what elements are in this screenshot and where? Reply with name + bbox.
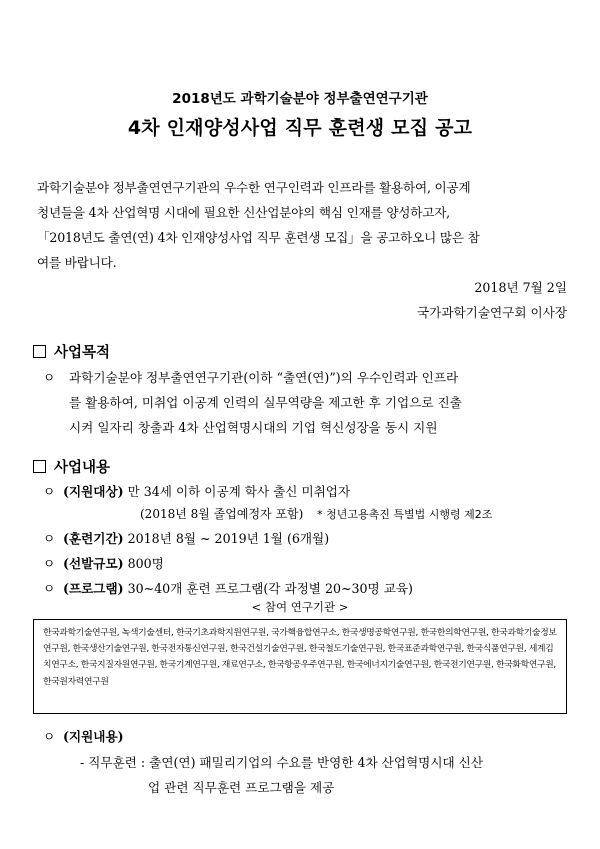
item-text: 2018년 8월 ~ 2019년 1월 (6개월) xyxy=(123,531,330,546)
bullet-icon: ㅇ xyxy=(43,729,56,744)
bullet-icon: ㅇ xyxy=(43,556,56,571)
intro-line-4: 여를 바랍니다. xyxy=(37,255,117,270)
section-content-title: 사업내용 xyxy=(54,460,111,476)
content-item-program xyxy=(43,578,413,597)
item-text: 800명 xyxy=(123,556,164,571)
bullet-icon: ㅇ xyxy=(43,531,56,546)
support-line-1: - 직무훈련 : 출연(연) 패밀리기업의 수요를 반영한 4차 산업혁명시대 신산 xyxy=(80,755,484,770)
purpose-bullet-icon: ㅇ xyxy=(43,370,56,385)
section-purpose-title: 사업목적 xyxy=(54,345,111,361)
support-line-2: 업 관련 직무훈련 프로그램을 제공 xyxy=(148,780,335,795)
institutions-box: 한국과학기술연구원, 녹색기술센터, 한국기초과학지원연구원, 국가핵융합연구소, 한국생명공학연구원, 한국한의학연구원, 한국과학기술정보연구원, 한국생산기술연구원, 한국전자통신연구원, 한국건설기술연구원, 한국철도기술연구원, 한국표준과학연구원, 한국식품연구원, 세계김치연구소, 한국지질자원연구원, 한국기계연구원, 재료연구소, 한국항공우주연구원, 한국에너지기술연구원, 한국전기연구원, 한국화학연구원, 한국원자력연구원 xyxy=(33,619,567,714)
page-title: 4차 인재양성사업 직무 훈련생 모집 공고 xyxy=(127,117,473,139)
header-subtitle: 2018년도 과학기술분야 정부출연연구기관 xyxy=(172,91,428,107)
checkbox-square-icon xyxy=(33,460,46,473)
item-label: (훈련기간) xyxy=(63,531,124,546)
item-label: (선발규모) xyxy=(63,556,124,571)
purpose-line-1: 과학기술분야 정부출연연구기관(이하 “출연(연)”)의 우수인력과 인프라 xyxy=(69,370,459,385)
content-item-period xyxy=(43,528,329,547)
bullet-icon: ㅇ xyxy=(43,484,56,499)
support-heading xyxy=(43,726,124,745)
content-item-target xyxy=(43,481,350,500)
target-note-text: (2018년 8월 졸업예정자 포함) xyxy=(140,507,304,521)
bullet-icon: ㅇ xyxy=(43,581,56,596)
target-note xyxy=(140,505,492,522)
announcement-date: 2018년 7월 2일 xyxy=(474,280,567,295)
intro-line-2: 청년들을 4차 산업혁명 시대에 필요한 신산업분야의 핵심 인재를 양성하고자, xyxy=(37,205,450,220)
content-item-scale xyxy=(43,553,164,572)
institutions-title: < 참여 연구기관 > xyxy=(251,600,349,614)
section-content-heading xyxy=(33,456,110,477)
intro-line-1: 과학기술분야 정부출연연구기관의 우수한 연구인력과 인프라를 활용하여, 이공계 xyxy=(37,180,471,195)
item-text: 만 34세 이하 이공계 학사 출신 미취업자 xyxy=(123,484,351,499)
support-label: (지원내용) xyxy=(63,729,124,744)
checkbox-square-icon xyxy=(33,345,46,358)
item-label: (지원대상) xyxy=(63,484,124,499)
purpose-line-3: 시켜 일자리 창출과 4차 산업혁명시대의 기업 혁신성장을 동시 지원 xyxy=(69,420,438,435)
target-footnote: * 청년고용촉진 특별법 시행령 제2조 xyxy=(317,508,493,521)
section-purpose-heading xyxy=(33,341,110,362)
item-text: 30~40개 훈련 프로그램(각 과정별 20~30명 교육) xyxy=(123,581,413,596)
intro-line-3: 「2018년도 출연(연) 4차 인재양성사업 직무 훈련생 모집」을 공고하오니 많은 참 xyxy=(37,230,480,245)
item-label: (프로그램) xyxy=(63,581,124,596)
purpose-line-2: 를 활용하여, 미취업 이공계 인력의 실무역량을 제고한 후 기업으로 진출 xyxy=(69,395,462,410)
issuer: 국가과학기술연구회 이사장 xyxy=(417,305,567,320)
